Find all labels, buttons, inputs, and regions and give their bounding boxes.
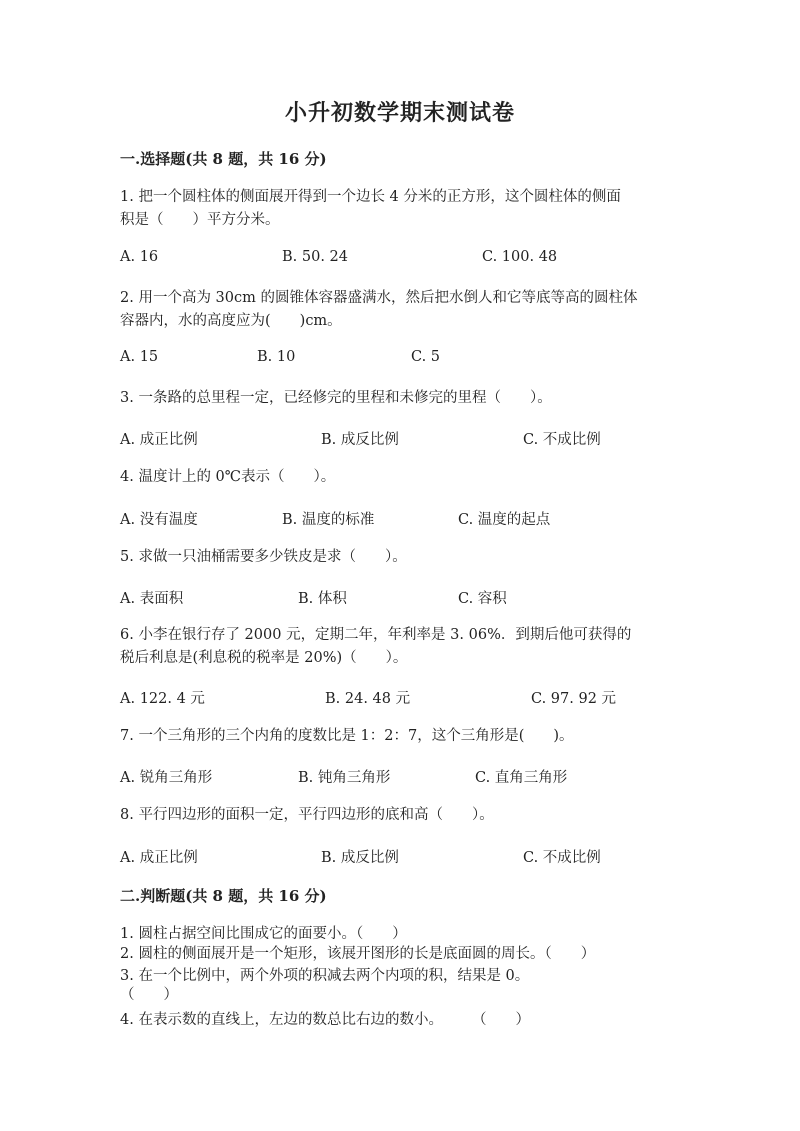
- options-7: [120, 766, 690, 788]
- question-4: 4. 温度计上的 0℃表示（ ）。: [120, 469, 336, 485]
- option-c: C. 不成比例: [523, 432, 601, 448]
- option-b: B. 体积: [298, 591, 347, 607]
- option-a: A. 成正比例: [120, 432, 198, 448]
- option-a: A. 锐角三角形: [120, 770, 213, 786]
- option-a: A. 成正比例: [120, 850, 198, 866]
- option-c: C. 直角三角形: [475, 770, 568, 786]
- option-a: A. 16: [120, 249, 159, 265]
- question-7: 7. 一个三角形的三个内角的度数比是 1：2：7，这个三角形是( )。: [120, 728, 574, 744]
- option-c: C. 100. 48: [482, 249, 558, 265]
- options-6: [120, 687, 690, 709]
- question-5: 5. 求做一只油桶需要多少铁皮是求（ ）。: [120, 549, 407, 565]
- option-b: B. 成反比例: [321, 850, 399, 866]
- section-heading-choice: 一.选择题(共 8 题，共 16 分): [120, 150, 327, 168]
- option-b: B. 10: [257, 349, 296, 365]
- option-b: B. 温度的标准: [282, 512, 375, 528]
- option-c: C. 不成比例: [523, 850, 601, 866]
- options-4: [120, 508, 690, 530]
- option-a: A. 15: [120, 349, 159, 365]
- option-b: B. 24. 48 元: [325, 691, 411, 707]
- option-c: C. 温度的起点: [458, 512, 551, 528]
- section-heading-judge: 二.判断题(共 8 题，共 16 分): [120, 887, 327, 905]
- option-c: C. 5: [411, 349, 441, 365]
- option-a: A. 122. 4 元: [120, 691, 205, 707]
- option-c: C. 容积: [458, 591, 507, 607]
- page-title: 小升初数学期末测试卷: [284, 100, 515, 126]
- option-a: A. 表面积: [120, 591, 184, 607]
- option-b: B. 成反比例: [321, 432, 399, 448]
- option-b: B. 50. 24: [282, 249, 348, 265]
- judge-item-4: 4. 在表示数的直线上，左边的数总比右边的数小。 （ ）: [120, 1012, 530, 1028]
- options-2: [120, 349, 690, 371]
- options-3: [120, 428, 690, 450]
- option-b: B. 钝角三角形: [298, 770, 391, 786]
- options-5: [120, 587, 690, 609]
- judge-item-1: 1. 圆柱占据空间比围成它的面要小。（ ）: [120, 926, 407, 942]
- judge-item-2: 2. 圆柱的侧面展开是一个矩形，该展开图形的长是底面圆的周长。（ ）: [120, 946, 596, 962]
- question-6: 6. 小李在银行存了 2000 元，定期二年，年利率是 3. 06%．到期后他可获得的 税后利息是(利息税的税率是 20%)（ ）。: [120, 627, 632, 666]
- options-1: [120, 249, 690, 271]
- question-8: 8. 平行四边形的面积一定，平行四边形的底和高（ ）。: [120, 807, 494, 823]
- question-2: 2. 用一个高为 30cm 的圆锥体容器盛满水，然后把水倒人和它等底等高的圆柱体 容器内，水的高度应为( )cm。: [120, 290, 638, 329]
- question-3: 3. 一条路的总里程一定，已经修完的里程和未修完的里程（ ）。: [120, 390, 552, 406]
- question-1: 1. 把一个圆柱体的侧面展开得到一个边长 4 分米的正方形，这个圆柱体的侧面 积是（ ）平方分米。: [120, 189, 621, 228]
- option-c: C. 97. 92 元: [531, 691, 617, 707]
- judge-item-3: 3. 在一个比例中，两个外项的积减去两个内项的积，结果是 0。 （ ）: [120, 968, 530, 1003]
- option-a: A. 没有温度: [120, 512, 198, 528]
- options-8: [120, 846, 690, 868]
